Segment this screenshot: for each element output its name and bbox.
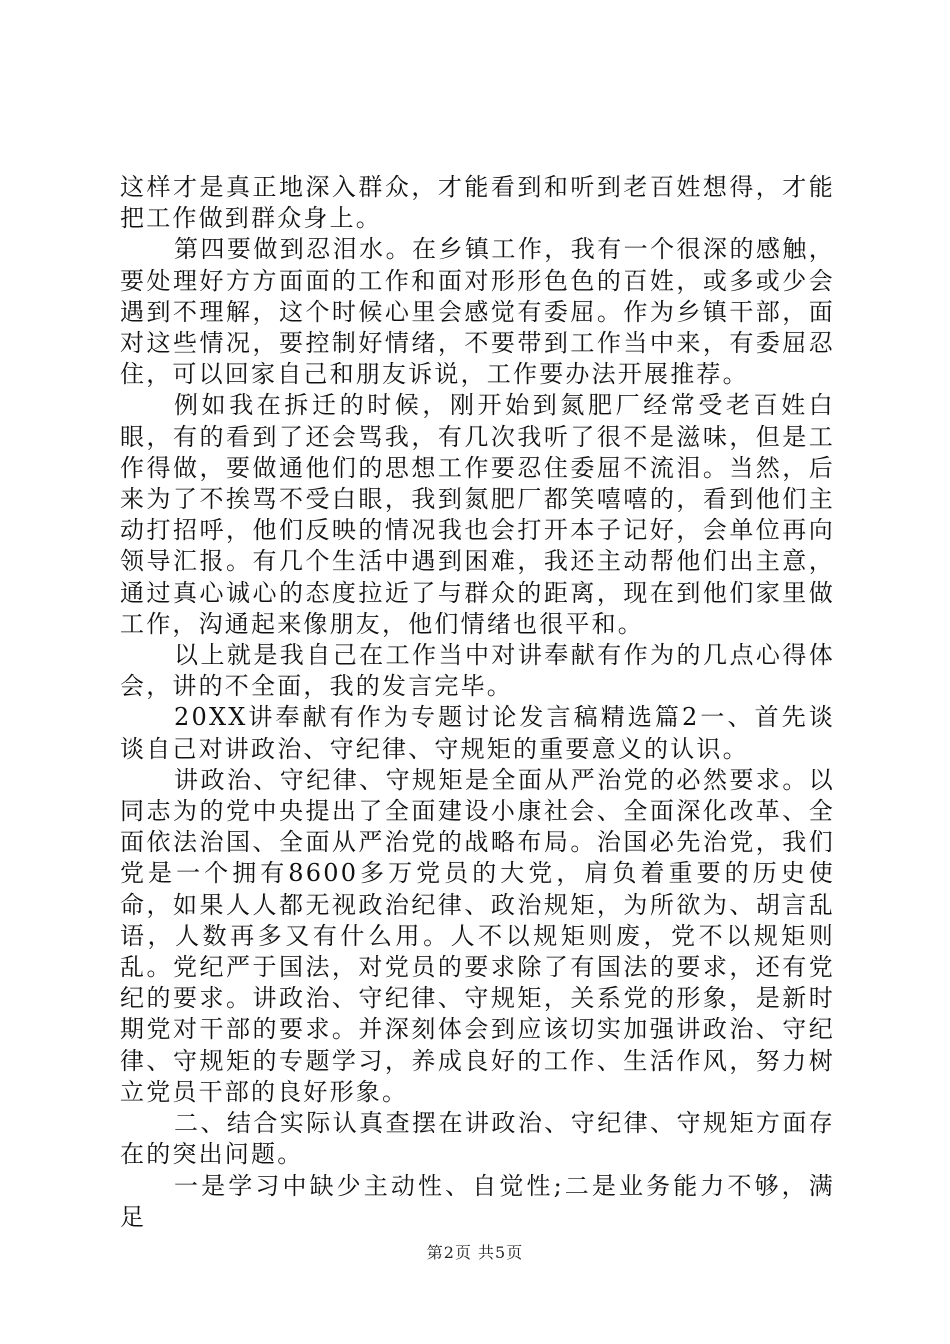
document-body [120,172,835,1233]
paragraph-politics-discipline: 讲政治、守纪律、守规矩是全面从严治党的必然要求。以同志为的党中央提出了全面建设小康社会、全面深化改革、全面依法治国、全面从严治党的战略布局。治国必先治党，我们党是一个拥有8600多万党员的大党，肩负着重要的历史使命，如果人人都无视政治纪律、政治规矩，为所欲为、胡言乱语，人数再多又有什么用。人不以规矩则废，党不以规矩则乱。党纪严于国法，对党员的要求除了有国法的要求，还有党纪的要求。讲政治、守纪律、守规矩，关系党的形象，是新时期党对干部的要求。并深刻体会到应该切实加强讲政治、守纪律、守规矩的专题学习，养成良好的工作、生活作风，努力树立党员干部的良好形象。 [120,765,835,1106]
paragraph-fourth-point: 第四要做到忍泪水。在乡镇工作，我有一个很深的感触，要处理好方方面面的工作和面对形形色色的百姓，或多或少会遇到不理解，这个时候心里会感觉有委屈。作为乡镇干部，面对这些情况，要控制好情绪，不要带到工作当中来，有委屈忍住，可以回家自己和朋友诉说，工作要办法开展推荐。 [120,235,835,389]
paragraph-section-two: 二、结合实际认真查摆在讲政治、守纪律、守规矩方面存在的突出问题。 [120,1109,835,1169]
paragraph-continuation: 这样才是真正地深入群众，才能看到和听到老百姓想得，才能把工作做到群众身上。 [120,173,835,233]
paragraph-article-2-heading: 20XX讲奉献有作为专题讨论发言稿精选篇2一、首先谈谈自己对讲政治、守纪律、守规矩的重要意义的认识。 [120,703,835,763]
paragraph-example: 例如我在拆迁的时候，刚开始到氮肥厂经常受老百姓白眼，有的看到了还会骂我，有几次我听了很不是滋味，但是工作得做，要做通他们的思想工作要忍住委屈不流泪。当然，后来为了不挨骂不受白眼，我到氮肥厂都笑嘻嘻的，看到他们主动打招呼，他们反映的情况我也会打开本子记好，会单位再向领导汇报。有几个生活中遇到困难，我还主动帮他们出主意，通过真心诚心的态度拉近了与群众的距离，现在到他们家里做工作，沟通起来像朋友，他们情绪也很平和。 [120,391,835,638]
page-footer: 第2页 共5页 [426,1243,524,1262]
paragraph-conclusion: 以上就是我自己在工作当中对讲奉献有作为的几点心得体会，讲的不全面，我的发言完毕。 [120,641,835,701]
paragraph-problems: 一是学习中缺少主动性、自觉性;二是业务能力不够，满足 [120,1171,835,1231]
